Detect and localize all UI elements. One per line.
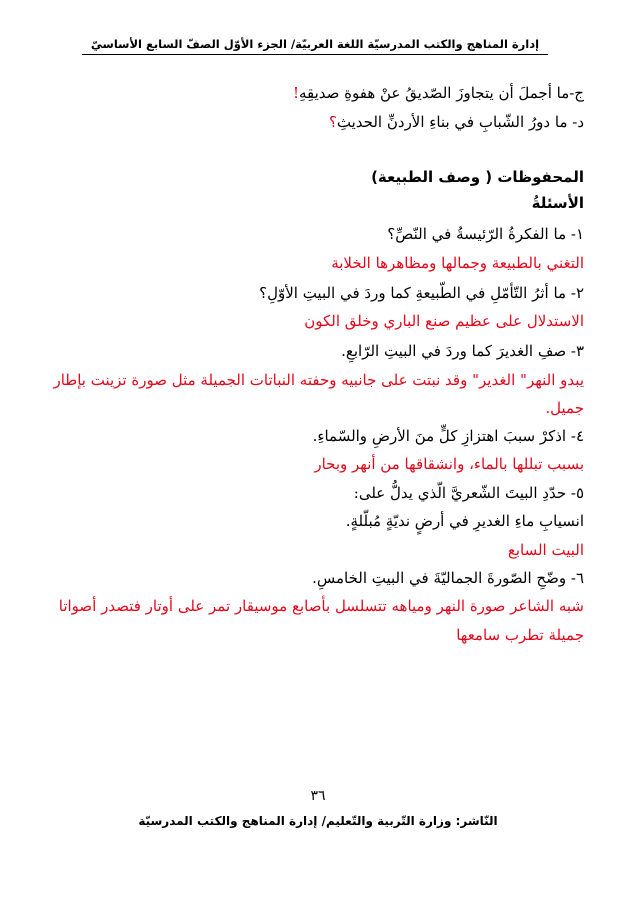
- questions-heading: الأسئلةُ: [531, 194, 584, 212]
- answer-3-line-2: جميل.: [545, 399, 584, 417]
- question-6: ٦- وضّحِ الصّورةَ الجماليّةَ في البيتِ الخامسِ.: [312, 569, 584, 587]
- question-5: ٥- حدّدِ البيتَ الشّعريَّ الّذي يدلُّ على:: [353, 484, 584, 502]
- question-2: ٢- ما أثرُ التّأمّلِ في الطّبيعةِ كما وردَ في البيتِ الأوّلِ؟: [259, 284, 584, 302]
- answer-2: الاستدلال على عظيم صنع الباري وخلق الكون: [304, 312, 584, 330]
- intro-line-c-text: ج-ما أجملَ أن يتجاوزَ الصّديقُ عنْ هفوةِ صديقِهِ: [298, 84, 584, 102]
- question-5-quote: انسيابِ ماءِ الغديرِ في أرضٍ نديّةٍ مُبلّلةٍ.: [345, 512, 584, 530]
- answer-3-line-1: يبدو النهر" الغدير" وقد نبتت على جانبيه وحفته النباتات الجميلة مثل صورة تزينت بإطار: [53, 371, 584, 389]
- section-title: المحفوظات ( وصف الطبيعة): [371, 168, 584, 186]
- header-rule: [82, 54, 548, 55]
- intro-line-d-text: د- ما دورُ الشّبابِ في بناءِ الأردنِّ الحديثِ: [336, 113, 584, 131]
- answer-1: التغني بالطبيعة وجمالها ومظاهرها الخلابة: [331, 254, 584, 272]
- answer-6-line-1: شبه الشاعر صورة النهر ومياهه تتسلسل بأصابع موسيقار تمر على أوتار فتصدر أصواتا: [58, 597, 584, 615]
- answer-4: بسبب تبللها بالماء، وانشقاقها من أنهر وبحار: [314, 455, 584, 473]
- intro-line-c-mark: !: [292, 84, 299, 102]
- page-footer: النّاشر: وزارة التّربية والتّعليم/ إدارة المناهج والكتب المدرسيّة: [138, 814, 498, 828]
- answer-5: البيت السابع: [507, 541, 584, 559]
- intro-line-c: [0, 81, 584, 105]
- intro-line-d-mark: ؟: [328, 113, 337, 131]
- page-number: ٣٦: [310, 788, 326, 804]
- question-1: ١- ما الفكرةُ الرّئيسةُ في النّصِّ؟: [387, 225, 584, 243]
- question-4: ٤- اذكرْ سببَ اهتزازِ كلٍّ منَ الأرضِ والسّماءِ.: [312, 427, 584, 445]
- answer-6-line-2: جميلة تطرب سامعها: [456, 626, 584, 644]
- question-3: ٣- صفِ الغديرَ كما وردَ في البيتِ الرّابعِ.: [341, 342, 584, 360]
- page-header: إدارة المناهج والكتب المدرسيّة اللغة العربيّة/ الجزء الأوّل الصفّ السابع الأساسيّ: [90, 37, 540, 51]
- intro-line-d: [0, 110, 584, 134]
